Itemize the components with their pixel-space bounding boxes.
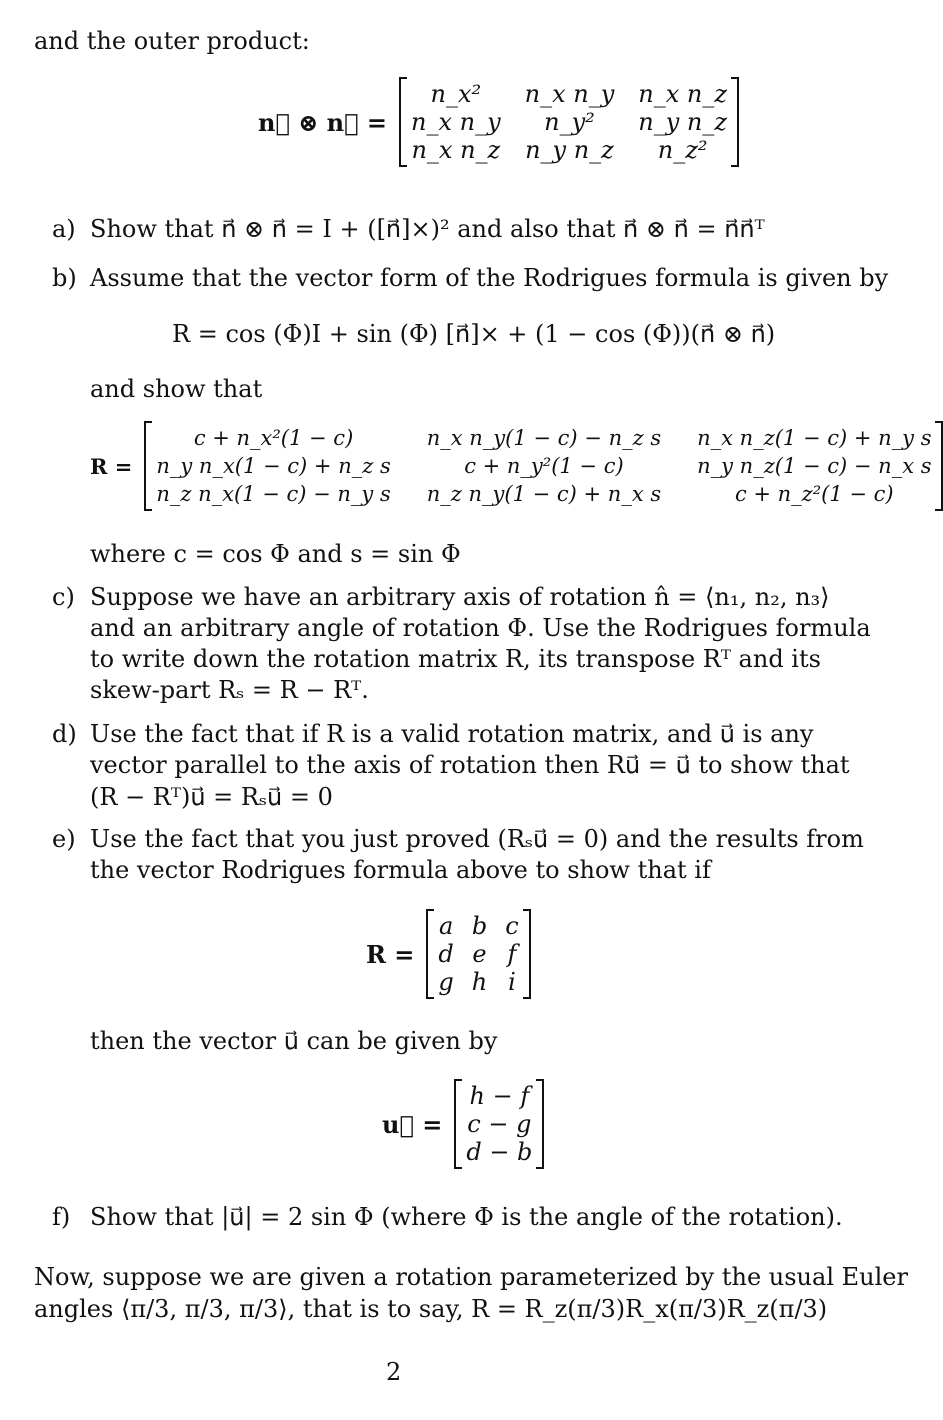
item-a-text: Show that n⃗ ⊗ n⃗ = I + ([n⃗]×)² and also that n⃗ ⊗ n⃗ = n⃗n⃗ᵀ — [90, 215, 765, 243]
matrix-cell: n_x n_z(1 − c) + n_y s — [697, 426, 932, 450]
matrix-cell: d — [438, 940, 454, 968]
item-e-line: the vector Rodrigues formula above to show that if — [90, 856, 711, 884]
matrix-cell: n_x n_z — [411, 136, 501, 164]
item-b-where: where c = cos Φ and s = sin Φ — [90, 540, 461, 568]
matrix-cell: f — [507, 940, 517, 968]
rodrigues-formula: R = cos (Φ)I + sin (Φ) [n⃗]× + (1 − cos (Φ))(n⃗ ⊗ n⃗) — [172, 320, 776, 348]
item-f-text: Show that |u⃗| = 2 sin Φ (where Φ is the angle of the rotation). — [90, 1203, 843, 1231]
rotation-matrix-lhs: R = — [90, 453, 133, 479]
matrix-cell: c + n_z²(1 − c) — [734, 482, 894, 506]
matrix-cell: h — [471, 968, 488, 996]
matrix-cell: e — [472, 940, 487, 968]
item-a-label: a) — [52, 215, 76, 243]
outer-product-equation — [258, 78, 739, 166]
item-b-label: b) — [52, 264, 77, 292]
item-b-text: Assume that the vector form of the Rodrigues formula is given by — [90, 264, 889, 292]
abc-matrix-lhs: R = — [366, 939, 415, 969]
matrix-cell: n_x n_z — [638, 80, 728, 108]
item-c-line: and an arbitrary angle of rotation Φ. Use the Rodrigues formula — [90, 614, 871, 642]
matrix-cell: b — [471, 912, 488, 940]
matrix-cell: n_x n_y — [524, 80, 615, 108]
matrix-cell: n_z n_y(1 − c) + n_x s — [426, 482, 662, 506]
item-d-line: Use the fact that if R is a valid rotation matrix, and u⃗ is any — [90, 720, 814, 748]
item-d-line: (R − Rᵀ)u⃗ = Rₛu⃗ = 0 — [90, 783, 333, 811]
rotation-matrix-equation — [90, 422, 943, 510]
item-e-line: Use the fact that you just proved (Rₛu⃗ = 0) and the results from — [90, 825, 864, 853]
u-vector-equation — [382, 1080, 544, 1168]
rotation-matrix — [144, 422, 943, 510]
u-vector — [454, 1080, 544, 1168]
u-vector-lhs: u⃗ = — [382, 1109, 443, 1139]
vector-cell: d − b — [466, 1138, 533, 1166]
vector-cell: h − f — [469, 1082, 530, 1110]
matrix-cell: n_y n_z(1 − c) − n_x s — [697, 454, 932, 478]
matrix-cell: n_z n_x(1 − c) − n_y s — [156, 482, 391, 506]
item-d-line: vector parallel to the axis of rotation then Ru⃗ = u⃗ to show that — [90, 751, 850, 779]
item-b-and-show: and show that — [90, 375, 263, 403]
abc-matrix-equation — [366, 910, 531, 998]
intro-text: and the outer product: — [34, 27, 310, 55]
matrix-cell: n_x n_y(1 − c) − n_z s — [426, 426, 662, 450]
item-e-then: then the vector u⃗ can be given by — [90, 1027, 498, 1055]
vector-cell: c − g — [467, 1110, 532, 1138]
matrix-cell: n_x² — [430, 80, 482, 108]
item-d-label: d) — [52, 720, 77, 748]
closing-line: Now, suppose we are given a rotation parameterized by the usual Euler — [34, 1263, 908, 1291]
matrix-cell: a — [438, 912, 454, 940]
item-c-label: c) — [52, 583, 75, 611]
matrix-cell: n_y² — [544, 108, 595, 136]
matrix-cell: i — [508, 968, 516, 996]
item-c-line: to write down the rotation matrix R, its transpose Rᵀ and its — [90, 645, 821, 673]
page-number: 2 — [386, 1358, 402, 1386]
matrix-cell: c + n_x²(1 − c) — [193, 426, 354, 450]
matrix-cell: n_y n_x(1 − c) + n_z s — [156, 454, 391, 478]
outer-product-lhs: n⃗ ⊗ n⃗ = — [258, 107, 387, 137]
item-e-label: e) — [52, 825, 76, 853]
closing-line: angles ⟨π/3, π/3, π/3⟩, that is to say, R = R_z(π/3)R_x(π/3)R_z(π/3) — [34, 1295, 828, 1323]
matrix-cell: c + n_y²(1 − c) — [464, 454, 624, 478]
matrix-cell: n_x n_y — [411, 108, 501, 136]
matrix-cell: n_y n_z — [638, 108, 728, 136]
matrix-cell: n_y n_z — [525, 136, 614, 164]
matrix-cell: n_z² — [657, 136, 708, 164]
abc-matrix — [426, 910, 530, 998]
item-f-label: f) — [52, 1203, 71, 1231]
item-c-line: skew-part Rₛ = R − Rᵀ. — [90, 676, 369, 704]
item-c-line: Suppose we have an arbitrary axis of rotation n̂ = ⟨n₁, n₂, n₃⟩ — [90, 583, 830, 611]
outer-product-matrix — [399, 78, 739, 166]
matrix-cell: c — [505, 912, 519, 940]
matrix-cell: g — [438, 968, 454, 996]
